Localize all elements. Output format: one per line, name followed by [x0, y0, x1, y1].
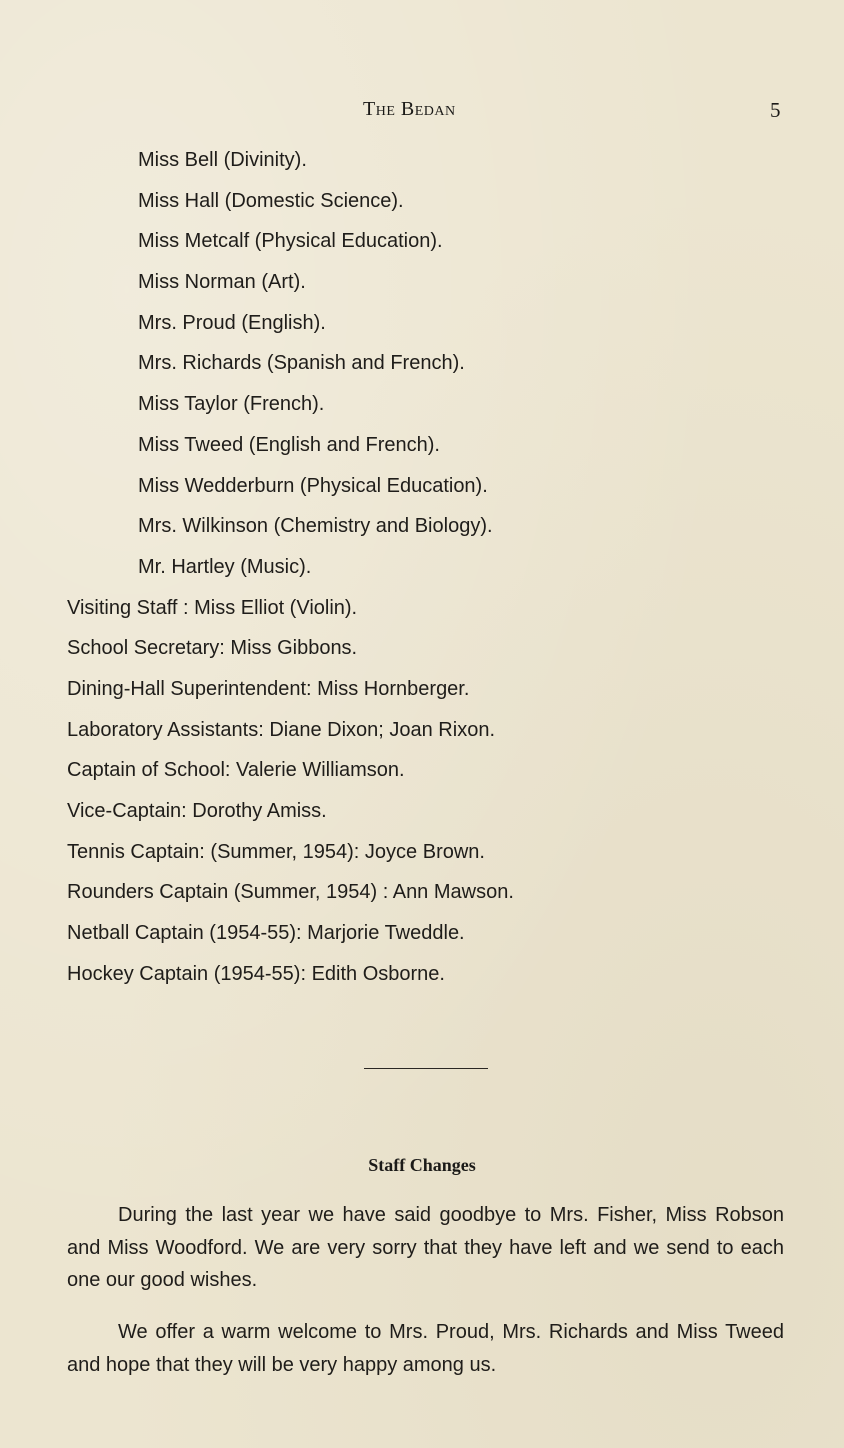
staff-list-item: Miss Tweed (English and French). — [138, 433, 440, 456]
staff-list-item: Captain of School: Valerie Williamson. — [67, 759, 405, 782]
staff-list-item: Dining-Hall Superintendent: Miss Hornberger. — [67, 677, 470, 700]
staff-list-item: Mrs. Wilkinson (Chemistry and Biology). — [138, 515, 493, 538]
staff-list-item: Miss Taylor (French). — [138, 393, 325, 416]
staff-list-item: Miss Metcalf (Physical Education). — [138, 230, 443, 253]
staff-list-item: School Secretary: Miss Gibbons. — [67, 637, 358, 660]
staff-list-item: Mrs. Proud (English). — [138, 311, 326, 334]
section-heading: Staff Changes — [368, 1155, 476, 1175]
running-header — [0, 98, 844, 128]
staff-list-item: Mrs. Richards (Spanish and French). — [138, 352, 465, 375]
staff-list — [0, 144, 844, 998]
staff-list-item: Miss Bell (Divinity). — [138, 149, 307, 171]
paragraph: During the last year we have said goodbye to Mrs. Fisher, Miss Robson and Miss Woodford. We are very sorry that they have left and we send to each one our good wishes. — [67, 1204, 784, 1291]
staff-list-item: Visiting Staff : Miss Elliot (Violin). — [67, 596, 358, 619]
staff-list-item: Miss Norman (Art). — [138, 271, 306, 294]
staff-list-item: Miss Hall (Domestic Science). — [138, 189, 404, 212]
running-title: The Bedan — [363, 98, 456, 120]
paragraph: We offer a warm welcome to Mrs. Proud, Mrs. Richards and Miss Tweed and hope that they will be very happy among us. — [67, 1321, 784, 1376]
page-number: 5 — [770, 98, 781, 122]
staff-list-item: Miss Wedderburn (Physical Education). — [138, 474, 488, 497]
section-divider — [364, 1068, 488, 1069]
staff-list-item: Hockey Captain (1954-55): Edith Osborne. — [67, 962, 445, 985]
staff-list-item: Laboratory Assistants: Diane Dixon; Joan Rixon. — [67, 718, 495, 741]
staff-list-item: Vice-Captain: Dorothy Amiss. — [67, 800, 327, 822]
staff-list-item: Rounders Captain (Summer, 1954) : Ann Mawson. — [67, 881, 514, 904]
staff-list-item: Mr. Hartley (Music). — [138, 555, 312, 578]
staff-list-item: Netball Captain (1954-55): Marjorie Tweddle. — [67, 922, 465, 945]
staff-list-item: Tennis Captain: (Summer, 1954): Joyce Brown. — [67, 840, 485, 863]
